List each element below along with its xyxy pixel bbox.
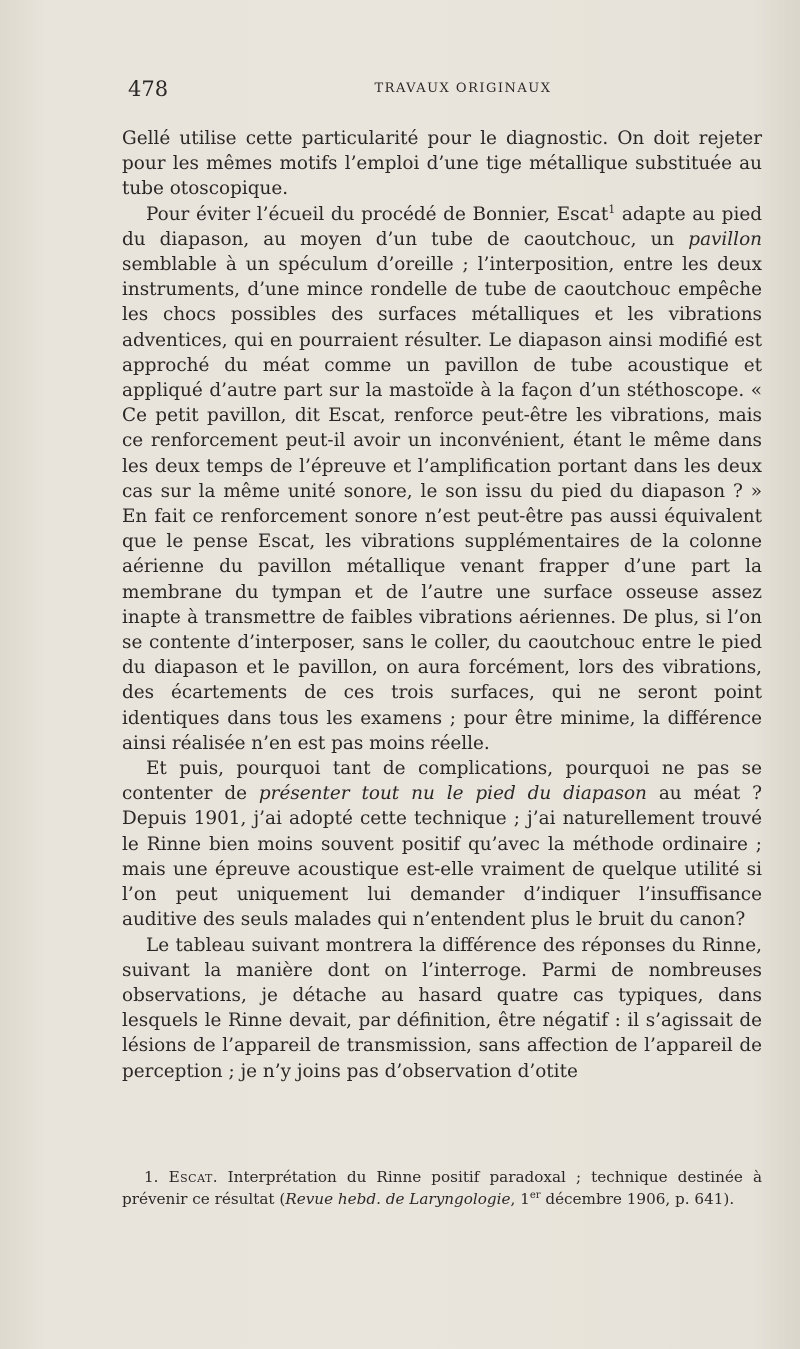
footnote-author: Escat <box>168 1168 213 1186</box>
running-head: TRAVAUX ORIGINAUX <box>374 81 552 96</box>
footnote-1 <box>122 1167 762 1210</box>
paragraph-4 <box>122 933 762 1084</box>
page-header <box>128 76 758 102</box>
footnote-superscript: er <box>529 1189 541 1201</box>
footnote-text-b: , 1 <box>510 1189 530 1208</box>
paragraph-4-text: Le tableau suivant montrera la différence des réponses du Rinne, suivant la manière dont on l’interroge. Parmi de nombreuses observations, je détache au hasard quatre cas typiques, dans lesquels le Rinne devait, par définition, être négatif : il s’agissait de lésions de l’appareil de transmission, sans affection de l’appareil de perception ; je n’y joins pas d’observation d’otite <box>122 934 762 1082</box>
paragraph-2 <box>122 202 762 756</box>
footnotes <box>122 1167 762 1210</box>
paragraph-1-text: Gellé utilise cette particularité pour le diagnostic. On doit rejeter pour les mêmes motifs l’emploi d’une tige métallique substituée au tube otoscopique. <box>122 128 762 200</box>
paragraph-2-text-b: adapte au pied du diapason, au moyen d’un tube de caoutchouc, un <box>122 203 762 250</box>
paragraph-3-italic: présenter tout nu le pied du diapason <box>258 783 647 805</box>
paragraph-3-text-b: au méat ? Depuis 1901, j’ai adopté cette technique ; j’ai naturellement trouvé le Rinne bien moins souvent positif qu’avec la méthode ordinaire ; mais une épreuve acoustique est-elle vraiment de quelque utilité si l’on peut uniquement lui demander d’indiquer l’insuffisance auditive des seuls malades qui n’entendent plus le bruit du canon? <box>122 783 763 931</box>
footnote-text-c: décembre 1906, p. 641). <box>540 1189 735 1208</box>
paragraph-2-text-a: Pour éviter l’écueil du procédé de Bonnier, Escat <box>146 203 609 225</box>
footnote-journal: Revue hebd. de Laryngologie <box>285 1189 511 1208</box>
footnote-number: 1. <box>144 1168 159 1186</box>
paragraph-3-text-a: Et puis, pourquoi tant de complications, pourquoi ne pas se contenter de <box>122 758 762 805</box>
paragraph-2-italic: pavillon <box>688 228 762 250</box>
footnote-text-a: . Interprétation du Rinne positif paradoxal ; technique destinée à prévenir ce résultat ( <box>122 1168 762 1208</box>
paragraph-2-text-c: semblable à un spéculum d’oreille ; l’interposition, entre les deux instruments, d’une mince rondelle de tube de caoutchouc empêche les chocs possibles des surfaces métalliques et les vibrations adventices, qui en pourraient résulter. Le diapason ainsi modifié est approché du méat comme un pavillon de tube acoustique et appliqué d’autre part sur la mastoïde à la façon d’un stéthoscope. « Ce petit pavillon, dit Escat, renforce peut-être les vibrations, mais ce renforcement peut-il avoir un inconvénient, étant le même dans les deux temps de l’épreuve et l’amplification portant dans les deux cas sur la même unité sonore, le son issu du pied du diapason ? » En fait ce renforcement sonore n’est peut-être pas aussi équivalent que le pense Escat, les vibrations supplémentaires de la colonne aérienne du pavillon métallique venant frapper d’une part la membrane du tympan et de l’autre une surface osseuse assez inapte à transmettre de faibles vibrations aériennes. De plus, si l’on se contente d’interposer, sans le coller, du caoutchouc entre le pied du diapason et le pavillon, on aura forcément, lors des vibrations, des écartements de ces trois surfaces, qui ne seront point identiques dans tous les examens ; pour être minime, la différence ainsi réalisée n’en est pas moins réelle. <box>122 254 762 754</box>
footnote-marker[interactable]: 1 <box>608 202 616 216</box>
paragraph-1 <box>122 126 762 202</box>
paragraph-3 <box>122 756 762 932</box>
body-text <box>122 126 762 1084</box>
page-number: 478 <box>128 77 169 101</box>
